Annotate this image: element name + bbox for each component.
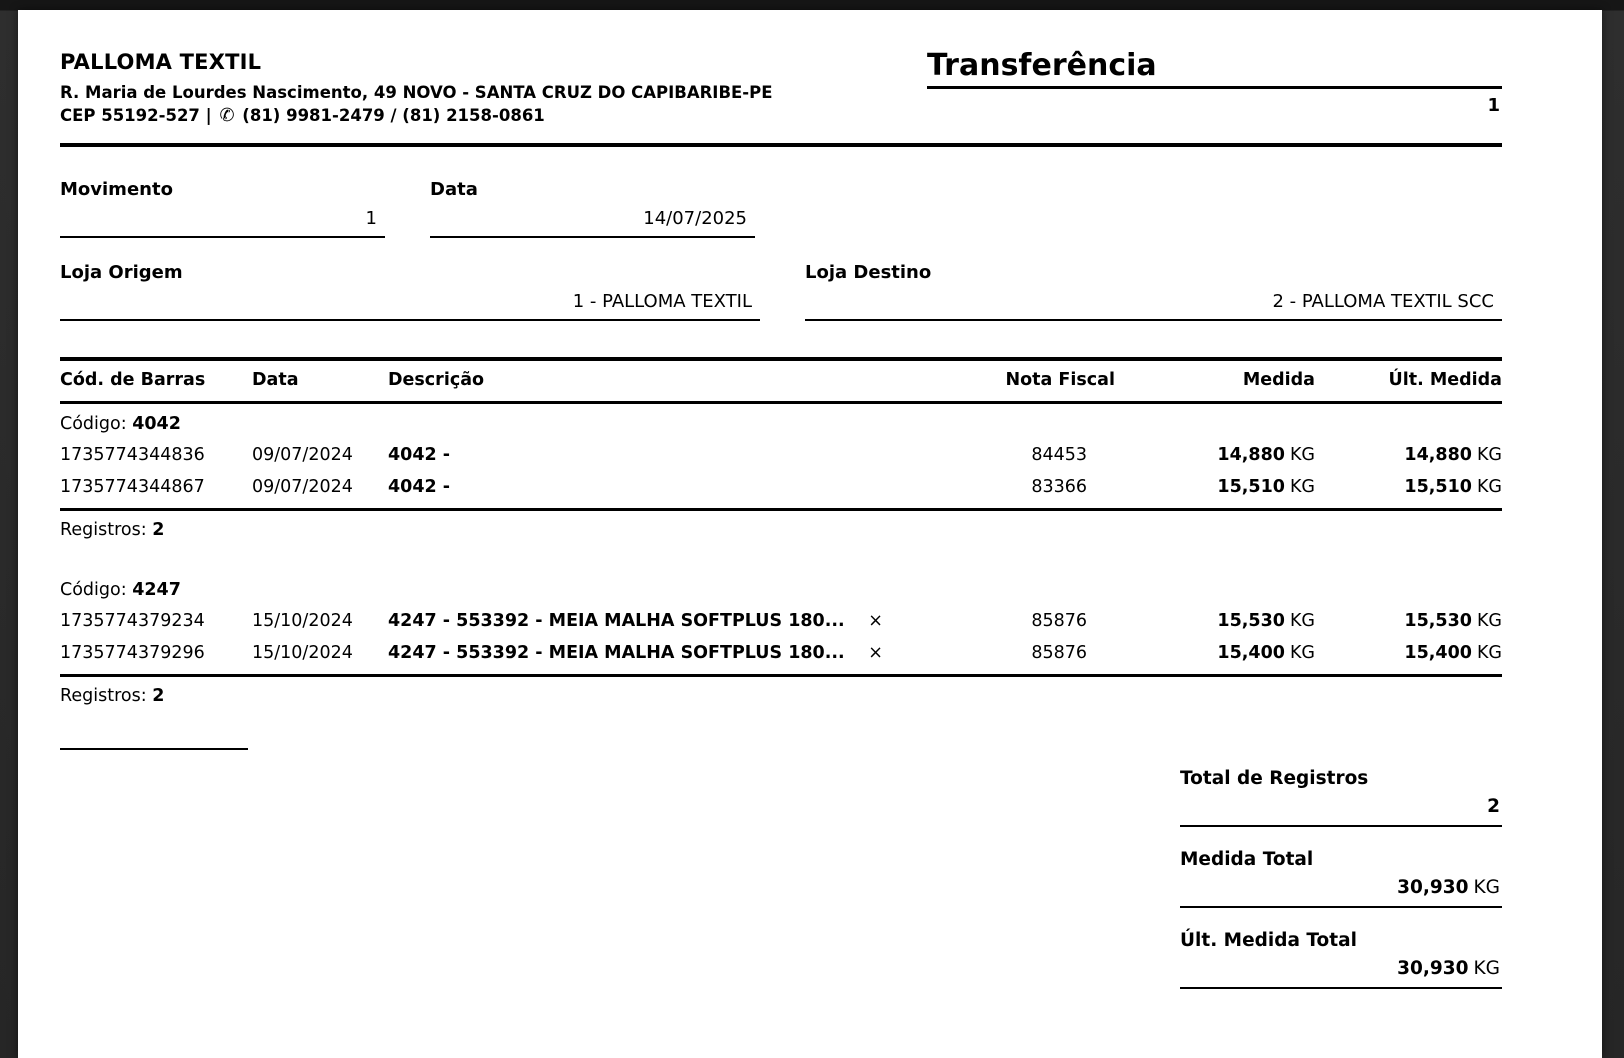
cell-nota-fiscal: 85876 (1031, 611, 1087, 631)
truncation-x-mark: × (868, 643, 883, 663)
field-data-value: 14/07/2025 (430, 208, 755, 238)
field-movimento-value: 1 (60, 208, 385, 238)
title-block (927, 48, 1502, 116)
cell-barcode: 1735774344867 (60, 477, 205, 497)
report-page (18, 10, 1602, 1058)
cell-ult-medida: 15,400 KG (1404, 643, 1502, 663)
field-data (430, 179, 755, 238)
cell-medida: 15,400 KG (1217, 643, 1315, 663)
field-data-label: Data (430, 179, 478, 200)
group-registros: Registros: 2 (60, 686, 165, 706)
col-header-ult-medida: Últ. Medida (1388, 370, 1502, 390)
document-header (60, 48, 1502, 127)
cell-nota-fiscal: 85876 (1031, 643, 1087, 663)
cell-date: 09/07/2024 (252, 445, 353, 465)
table-row (60, 471, 1502, 503)
cell-barcode: 1735774379234 (60, 611, 205, 631)
company-address: R. Maria de Lourdes Nascimento, 49 NOVO - SANTA CRUZ DO CAPIBARIBE-PE (60, 83, 773, 102)
cell-description: 4247 - 553392 - MEIA MALHA SOFTPLUS 180... × (388, 611, 883, 631)
group-code-line (60, 404, 1502, 439)
group-code-label: Código: (60, 580, 127, 600)
cell-medida: 15,530 KG (1217, 611, 1315, 631)
table-row (60, 605, 1502, 637)
cell-date: 15/10/2024 (252, 611, 353, 631)
field-loja-destino (805, 262, 1502, 321)
cell-ult-medida: 15,510 KG (1404, 477, 1502, 497)
group-code-value: 4247 (132, 580, 181, 600)
header-divider (60, 143, 1502, 147)
cell-ult-medida: 14,880 KG (1404, 445, 1502, 465)
cell-ult-medida: 15,530 KG (1404, 611, 1502, 631)
total-registros (1180, 768, 1502, 827)
group-4042 (60, 404, 1502, 540)
cell-date: 15/10/2024 (252, 643, 353, 663)
form-row-movimento-data (60, 179, 1502, 238)
col-header-medida: Medida (1242, 370, 1315, 390)
totals-block (1180, 768, 1502, 989)
phone-icon: ✆ (219, 105, 235, 126)
footer-signature-line (60, 748, 248, 750)
cell-medida: 14,880 KG (1217, 445, 1315, 465)
company-phones: (81) 9981-2479 / (81) 2158-0861 (242, 106, 545, 125)
report-title: Transferência (927, 48, 1502, 89)
form-row-lojas (60, 262, 1502, 321)
cell-description: 4042 - (388, 477, 451, 497)
field-loja-destino-label: Loja Destino (805, 262, 932, 283)
company-cep: CEP 55192-527 (60, 106, 200, 125)
report-content (18, 10, 1602, 989)
field-movimento-label: Movimento (60, 179, 173, 200)
medida-total-value: 30,930 KG (1180, 870, 1502, 908)
page-number: 1 (1487, 95, 1500, 116)
cell-nota-fiscal: 83366 (1031, 477, 1087, 497)
table-row (60, 439, 1502, 471)
cell-barcode: 1735774344836 (60, 445, 205, 465)
col-header-data: Data (252, 370, 299, 390)
cell-medida: 15,510 KG (1217, 477, 1315, 497)
table-header-row (60, 361, 1502, 401)
field-loja-origem (60, 262, 760, 321)
field-movimento (60, 179, 385, 238)
col-header-descricao: Descrição (388, 370, 485, 390)
cell-date: 09/07/2024 (252, 477, 353, 497)
cell-description: 4247 - 553392 - MEIA MALHA SOFTPLUS 180... × (388, 643, 883, 663)
company-name: PALLOMA TEXTIL (60, 50, 262, 74)
ult-medida-total (1180, 930, 1502, 989)
field-loja-origem-label: Loja Origem (60, 262, 183, 283)
col-header-nota-fiscal: Nota Fiscal (1005, 370, 1115, 390)
col-header-barcode: Cód. de Barras (60, 370, 206, 390)
cell-barcode: 1735774379296 (60, 643, 205, 663)
cell-description: 4042 - (388, 445, 451, 465)
separator: | (205, 106, 212, 125)
field-loja-destino-value: 2 - PALLOMA TEXTIL SCC (805, 291, 1502, 321)
table-row (60, 637, 1502, 669)
medida-total (1180, 849, 1502, 908)
group-code-value: 4042 (132, 414, 181, 434)
cell-nota-fiscal: 84453 (1031, 445, 1087, 465)
ult-medida-total-value: 30,930 KG (1180, 951, 1502, 989)
ult-medida-total-label: Últ. Medida Total (1180, 930, 1357, 951)
group-4247 (60, 570, 1502, 706)
total-registros-value: 2 (1180, 789, 1502, 827)
items-table (60, 357, 1502, 706)
group-code-line (60, 570, 1502, 605)
company-contact (60, 104, 927, 127)
total-registros-label: Total de Registros (1180, 768, 1369, 789)
truncation-x-mark: × (868, 611, 883, 631)
field-loja-origem-value: 1 - PALLOMA TEXTIL (60, 291, 760, 321)
company-block (60, 48, 927, 127)
group-registros: Registros: 2 (60, 520, 165, 540)
group-code-label: Código: (60, 414, 127, 434)
medida-total-label: Medida Total (1180, 849, 1314, 870)
